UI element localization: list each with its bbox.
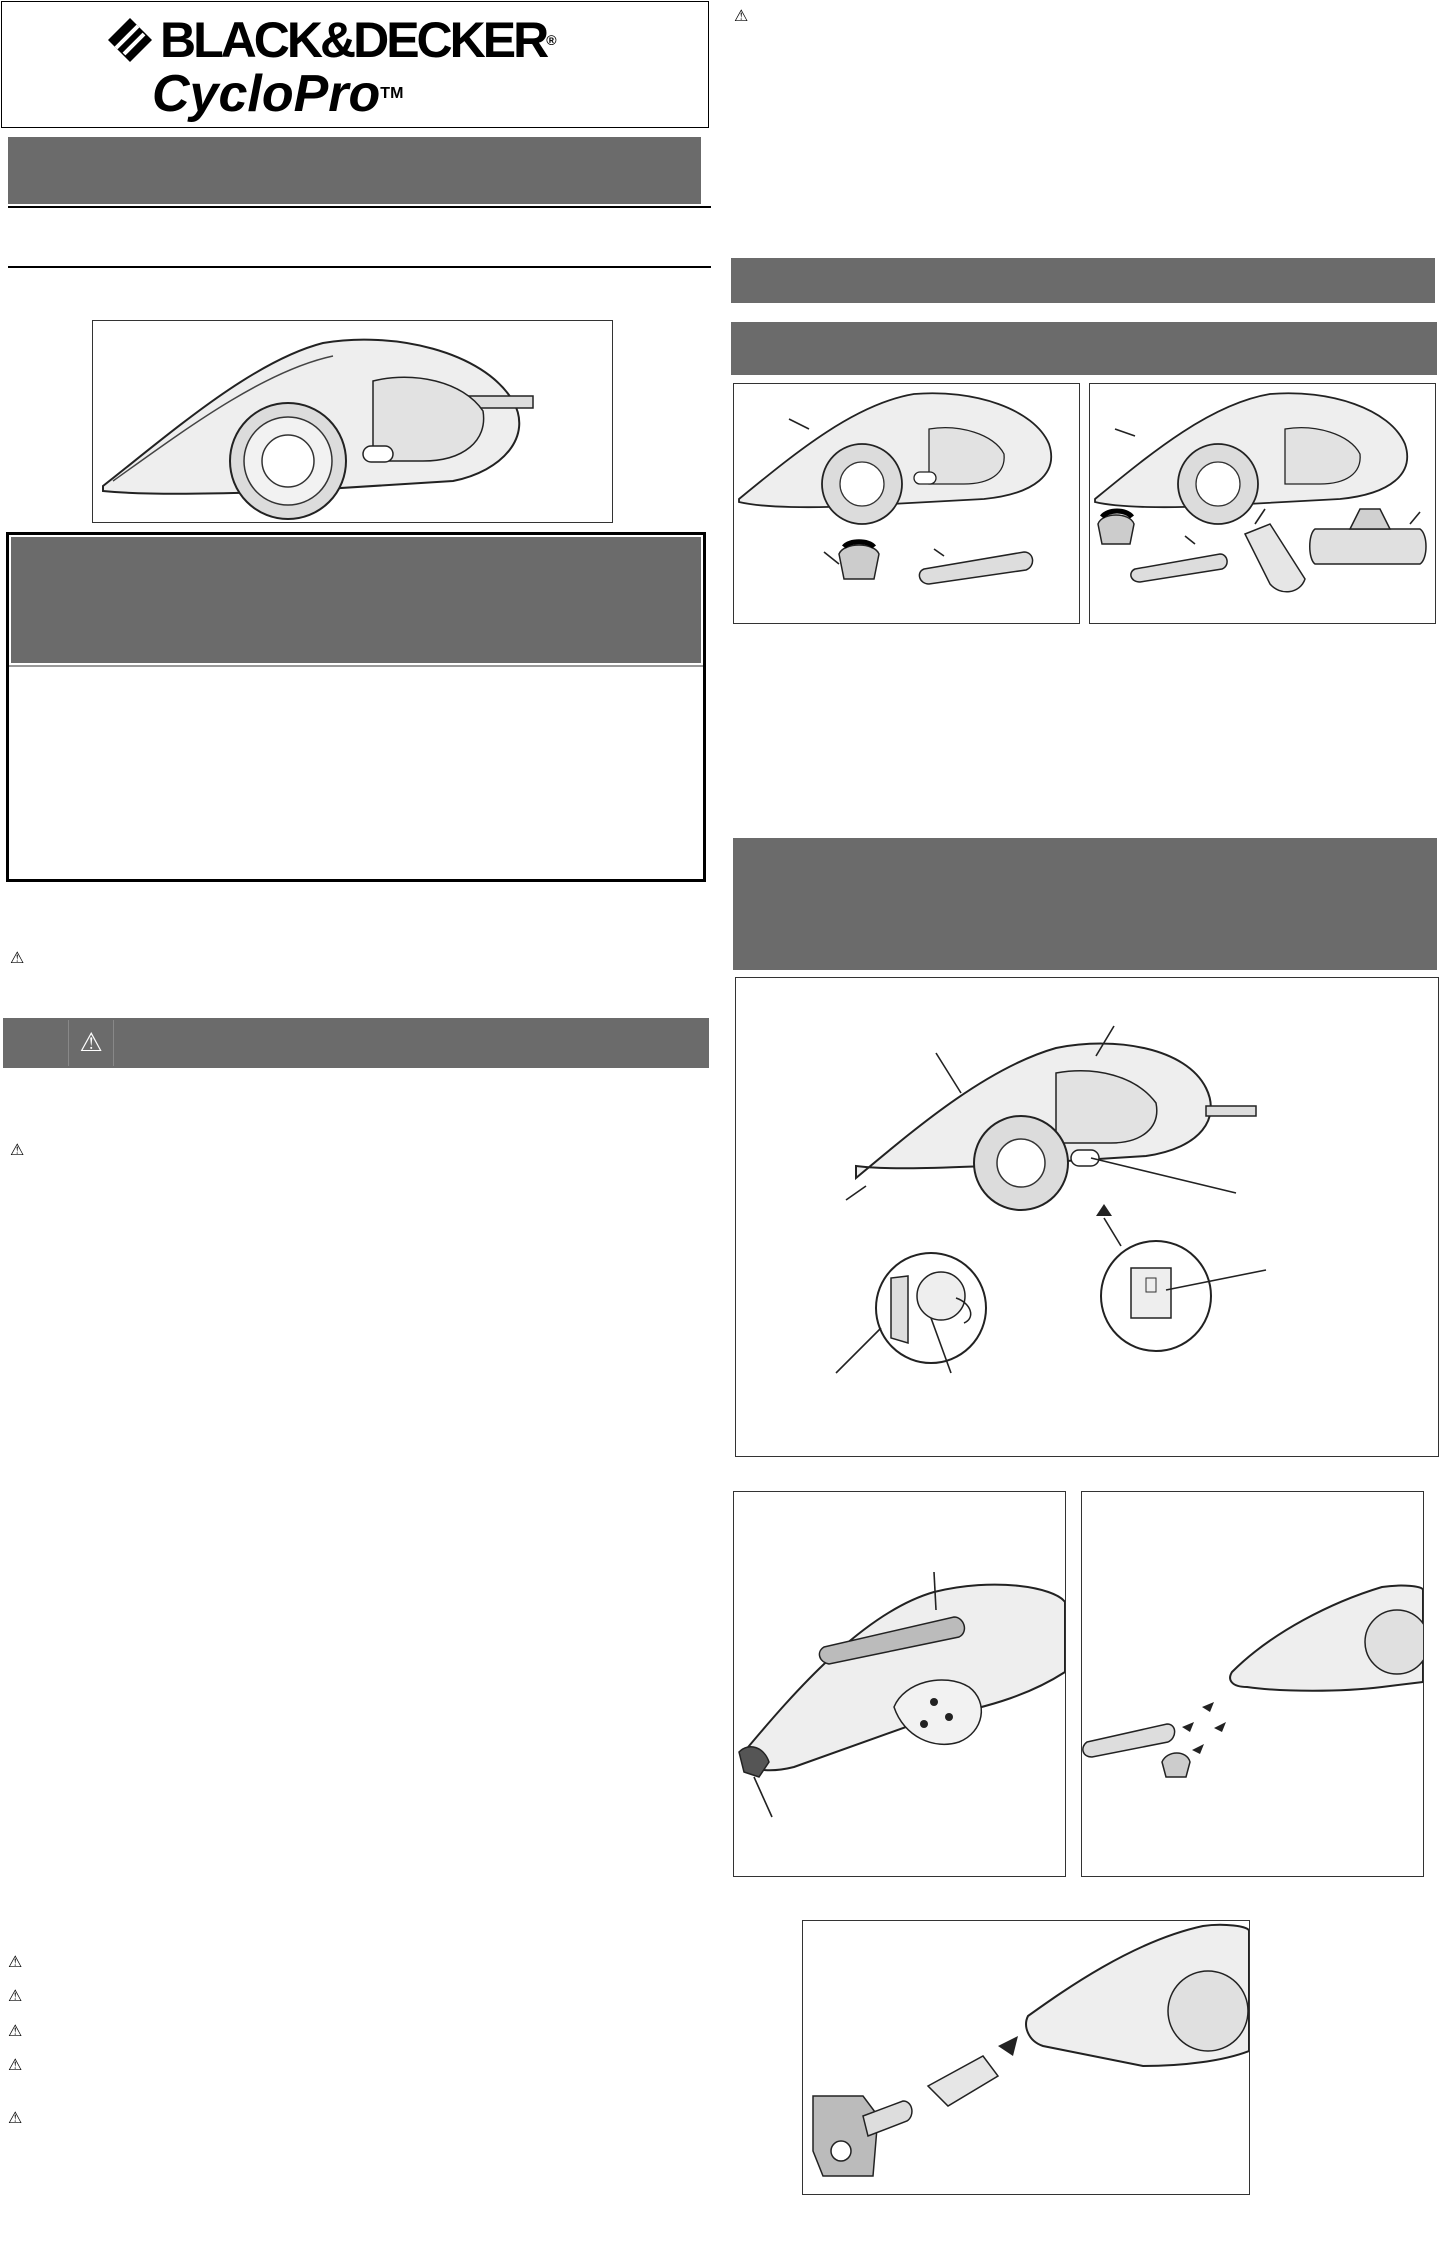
attach-accessory-drawing (1082, 1492, 1423, 1876)
figure-attach-accessories (1081, 1491, 1424, 1877)
trademark-mark: TM (380, 85, 404, 102)
warning-triangle-icon: ⚠ (8, 2055, 23, 2074)
section-bar (731, 322, 1437, 375)
parts-diagram (735, 977, 1439, 1457)
brand-name (160, 12, 557, 68)
notice-header-bar (11, 537, 701, 663)
warning-triangle-icon: ⚠ (8, 1952, 23, 1971)
product-text: CycloPro (152, 65, 381, 123)
figure-accessories-b (1089, 383, 1436, 624)
divider-rule (8, 206, 711, 208)
vacuum-with-accessories (1090, 384, 1435, 623)
figure-release-button (733, 1491, 1066, 1877)
section-bar-large (733, 838, 1437, 970)
warning-triangle-icon: ⚠ (10, 948, 25, 967)
vacuum-drawing (93, 321, 612, 522)
turbo-brush-drawing (803, 1921, 1249, 2194)
brand-mark (102, 14, 562, 66)
figure-accessories-a (733, 383, 1080, 624)
warning-triangle-icon: ⚠ (10, 1140, 25, 1159)
figure-turbo-brush (802, 1920, 1250, 2195)
warning-triangle-icon: ⚠ (8, 2108, 23, 2127)
product-illustration (92, 320, 613, 523)
warning-triangle-icon: ⚠ (8, 2021, 23, 2040)
divider-rule (8, 266, 711, 268)
warnings-header-icon-box (68, 1020, 114, 1066)
brand-text: BLACK&DECKER (160, 12, 547, 68)
vacuum-with-accessories (734, 384, 1079, 623)
section-bar (731, 258, 1435, 303)
warning-triangle-icon: ⚠ (8, 1986, 23, 2005)
vacuum-nozzle-drawing (734, 1492, 1065, 1876)
warning-triangle-icon: ⚠ (79, 1028, 103, 1058)
vacuum-parts-drawing (736, 978, 1438, 1456)
notice-box (6, 532, 706, 882)
logo-box (1, 1, 709, 128)
product-name (152, 66, 403, 122)
notice-header-rule (9, 665, 703, 667)
registered-mark: ® (546, 32, 557, 48)
warning-triangle-icon: ⚠ (734, 6, 749, 25)
title-bar (8, 137, 701, 204)
